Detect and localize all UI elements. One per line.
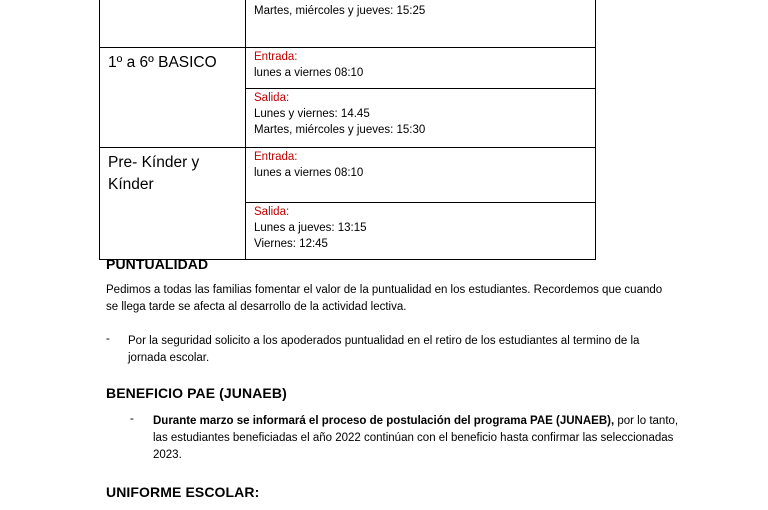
beneficio-bullet [153, 413, 678, 464]
puntualidad-bullet [128, 333, 639, 367]
table-row [100, 48, 596, 89]
salida-line: Martes, miércoles y jueves: 15:25 [254, 5, 426, 17]
schedule-table [99, 0, 596, 260]
salida-label: Salida: [254, 206, 290, 218]
entrada-line: lunes a viernes 08:10 [254, 167, 364, 179]
entrada-cell [246, 148, 596, 203]
beneficio-heading: BENEFICIO PAE (JUNAEB) [106, 385, 287, 401]
bullet-line: 2023. [153, 449, 182, 461]
bullet-line [153, 413, 678, 430]
level-label: Pre- Kínder y [108, 154, 200, 171]
level-label: 1º a 6º BASICO [108, 54, 217, 71]
salida-cell-prev [246, 0, 596, 48]
entrada-label: Entrada: [254, 51, 298, 63]
bullet-dash: - [130, 413, 134, 425]
paragraph-line: Pedimos a todas las familias fomentar el valor de la puntualidad en los estudiantes. Recordemos que cuando [106, 284, 663, 296]
entrada-line: lunes a viernes 08:10 [254, 67, 364, 79]
bullet-line: Por la seguridad solicito a los apoderados puntualidad en el retiro de los estudiantes al termino de la [128, 335, 640, 347]
salida-cell [246, 203, 596, 260]
level-cell-prev [100, 0, 246, 48]
uniforme-heading: UNIFORME ESCOLAR: [106, 484, 260, 500]
table-row [100, 148, 596, 203]
puntualidad-heading: PUNTUALIDAD [106, 256, 209, 272]
puntualidad-paragraph [106, 282, 746, 316]
bullet-line: jornada escolar. [128, 352, 210, 364]
entrada-cell [246, 48, 596, 89]
entrada-label: Entrada: [254, 151, 298, 163]
level-label: Kínder [108, 176, 154, 193]
bullet-line: las estudiantes beneficiadas el año 2022 continúan con el beneficio hasta confirmar las seleccionadas [153, 432, 674, 444]
level-cell [100, 148, 246, 260]
salida-line: Martes, miércoles y jueves: 15:30 [254, 124, 426, 136]
table-row [100, 0, 596, 48]
salida-line: Lunes y viernes: 14.45 [254, 108, 370, 120]
bullet-text: por lo tanto, [614, 415, 679, 427]
bullet-bold-text: Durante marzo se informará el proceso de postulación del programa PAE (JUNAEB), [153, 415, 615, 427]
paragraph-line: se llega tarde se afecta al desarrollo de la actividad lectiva. [106, 301, 407, 313]
bullet-dash: - [106, 333, 110, 345]
salida-label: Salida: [254, 92, 290, 104]
salida-line: Viernes: 12:45 [254, 238, 328, 250]
level-cell [100, 48, 246, 148]
salida-cell [246, 89, 596, 148]
salida-line: Lunes a jueves: 13:15 [254, 222, 367, 234]
